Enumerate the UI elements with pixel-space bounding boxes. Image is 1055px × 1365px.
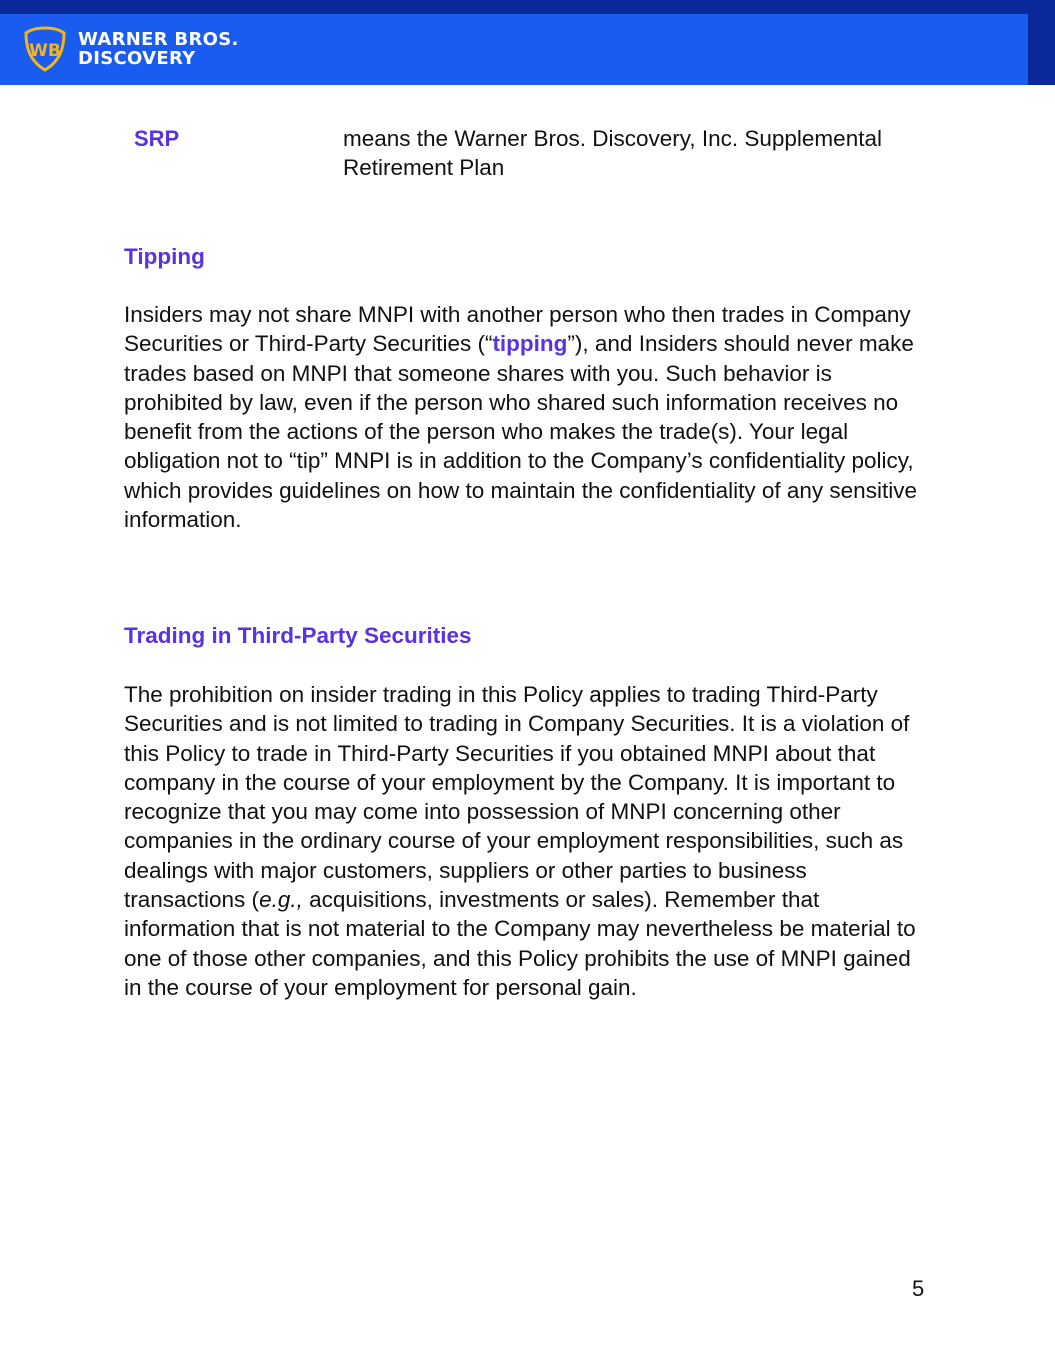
tipping-text-after: ”), and Insiders should never make trades based on MNPI that someone shares with you. Such behavior is prohibited by law, even if the person who shared such information receives no benefit from the actions of the person who makes the trade(s). Your legal obligation not to “tip” MNPI is in addition to the Company’s confidentiality policy, which provides guidelines on how to maintain the confidentiality of any sensitive information.	[124, 331, 917, 533]
page-number: 5	[912, 1276, 925, 1301]
tipping-text-before: Insiders may not share MNPI with another person who then trades in Company Securities or Third-Party Securities (“	[124, 302, 911, 357]
company-logo	[22, 26, 239, 72]
third-party-text-after: acquisitions, investments or sales). Remember that information that is not material to the Company may nevertheless be material to one of those other companies, and this Policy prohibits the use of MNPI gained in the course of your employment for personal gain.	[124, 887, 916, 1000]
third-party-italic: e.g.,	[259, 887, 303, 913]
definition-term: SRP	[134, 126, 180, 151]
third-party-text-before: The prohibition on insider trading in this Policy applies to trading Third-Party Securities and is not limited to trading in Company Securities. It is a violation of this Policy to trade in Third-Party Securities if you obtained MNPI about that company in the course of your employment by the Company. It is important to recognize that you may come into possession of MNPI concerning other companies in the ordinary course of your employment responsibilities, such as dealings with major customers, suppliers or other parties to business transactions (	[124, 682, 910, 913]
logo-line-1: WARNER BROS.	[78, 29, 239, 50]
shield-letters: WB	[29, 41, 61, 61]
wb-shield-icon	[22, 26, 68, 72]
logo-wordmark	[78, 30, 239, 68]
tipping-term: tipping	[492, 331, 568, 357]
logo-line-2: DISCOVERY	[78, 48, 196, 69]
third-party-heading: Trading in Third-Party Securities	[124, 623, 472, 648]
header-edge	[1028, 0, 1055, 85]
third-party-paragraph	[124, 680, 934, 1002]
tipping-heading: Tipping	[124, 244, 205, 269]
definition-text: means the Warner Bros. Discovery, Inc. Supplemental Retirement Plan	[343, 126, 882, 181]
tipping-paragraph	[124, 300, 934, 534]
